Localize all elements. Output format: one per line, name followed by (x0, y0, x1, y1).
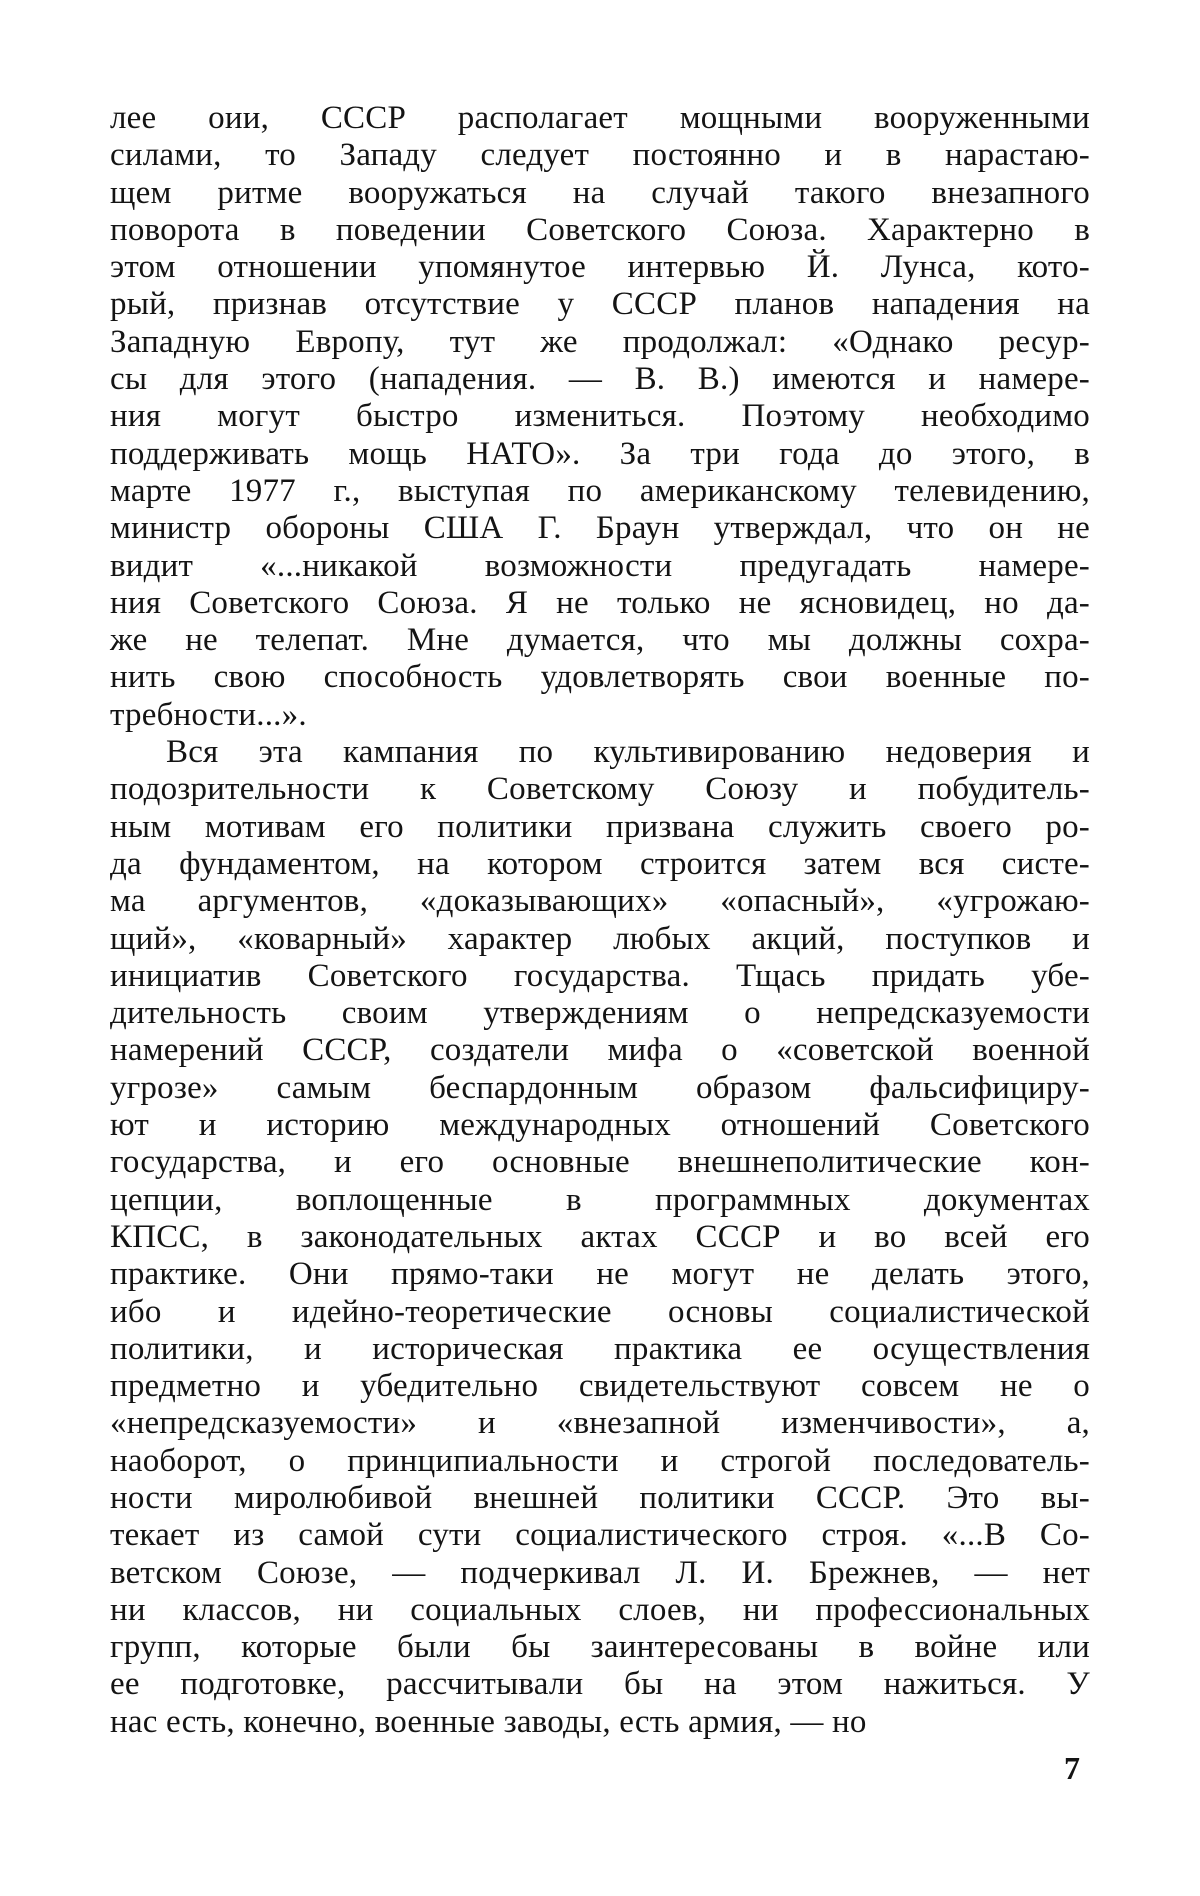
text-line: видит «...никакой возможности предугадать намере- (110, 547, 1090, 584)
text-line: Вся эта кампания по культивированию недоверия и (166, 734, 1090, 771)
text-line: государства, и его основные внешнеполитические кон- (110, 1144, 1090, 1181)
text-line: дительность своим утверждениям о непредсказуемости (110, 995, 1090, 1032)
text-line: ным мотивам его политики призвана служить своего ро- (110, 808, 1090, 845)
text-line: требности...». (110, 696, 307, 733)
text-line: ют и историю международных отношений Советского (110, 1107, 1090, 1144)
text-line: ния Советского Союза. Я не только не ясновидец, но да- (110, 584, 1090, 621)
text-line: угрозе» самым беспардонным образом фальсифициру- (110, 1069, 1090, 1106)
text-line: же не телепат. Мне думается, что мы должны сохра- (110, 622, 1090, 659)
text-line: ния могут быстро изменитьcя. Поэтому необходимо (110, 398, 1090, 435)
text-line: намерений СССР, создатели мифа о «советской военной (110, 1032, 1090, 1069)
text-line: сы для этого (нападения. — В. В.) имеются и намере- (110, 361, 1090, 398)
text-line: ибо и идейно-теоретические основы социалистической (110, 1293, 1090, 1330)
text-line: КПСС, в законодательных актах СССР и во всей его (110, 1218, 1090, 1255)
text-line: практике. Они прямо-таки не могут не делать этого, (110, 1256, 1090, 1293)
text-line: Западную Европу, тут же продолжал: «Однако ресур- (110, 323, 1090, 360)
page-body (110, 100, 1090, 1741)
text-line: щем ритме вооружаться на случай такого внезапного (110, 174, 1090, 211)
text-line: щий», «коварный» характер любых акций, поступков и (110, 920, 1090, 957)
text-line: инициатив Советского государства. Тщась придать убе- (110, 957, 1090, 994)
text-line: силами, то Западу следует постоянно и в нарастаю- (110, 137, 1090, 174)
text-line: поддерживать мощь НАТО». За три года до этого, в (110, 435, 1090, 472)
text-line: рый, признав отсутствие у СССР планов нападения на (110, 286, 1090, 323)
page-number: 7 (1064, 1750, 1080, 1786)
text-line: нить свою способность удовлетворять свои военные по- (110, 659, 1090, 696)
text-line: подозрительности к Советскому Союзу и побудитель- (110, 771, 1090, 808)
text-line: «непредсказуемости» и «внезапной изменчивости», а, (110, 1405, 1090, 1442)
text-line: лее оии, СССР располагает мощными вооруженными (110, 100, 1090, 136)
paragraph (110, 100, 1090, 734)
text-line: ности миролюбивой внешней политики СССР. Это вы- (110, 1479, 1090, 1516)
text-line: наоборот, о принципиальности и строгой последователь- (110, 1442, 1090, 1479)
text-line: текает из самой сути социалистического строя. «...В Со- (110, 1517, 1090, 1554)
text-line: нас есть, конечно, военные заводы, есть армия, — но (110, 1703, 867, 1740)
text-line: политики, и историческая практика ее осуществления (110, 1330, 1090, 1367)
text-line: марте 1977 г., выступая по американскому телевидению, (110, 472, 1090, 509)
text-line: ее подготовке, рассчитывали бы на этом нажиться. У (110, 1666, 1090, 1703)
text-line: предметно и убедительно свидетельствуют совсем не о (110, 1368, 1090, 1405)
text-line: ма аргументов, «доказывающих» «опасный», «угрожаю- (110, 883, 1090, 920)
text-line: ветском Союзе, — подчеркивал Л. И. Брежнев, — нет (110, 1554, 1090, 1591)
text-line: министр обороны США Г. Браун утверждал, что он не (110, 510, 1090, 547)
text-line: цепции, воплощенные в программных документах (110, 1181, 1090, 1218)
paragraph (110, 734, 1090, 1741)
text-line: групп, которые были бы заинтересованы в войне или (110, 1629, 1090, 1666)
text-line: ни классов, ни социальных слоев, ни профессиональных (110, 1591, 1090, 1628)
text-line: этом отношении упомянутое интервью Й. Лунса, кото- (110, 249, 1090, 286)
text-line: да фундаментом, на котором строится затем вся систе- (110, 845, 1090, 882)
text-line: поворота в поведении Советского Союза. Характерно в (110, 211, 1090, 248)
